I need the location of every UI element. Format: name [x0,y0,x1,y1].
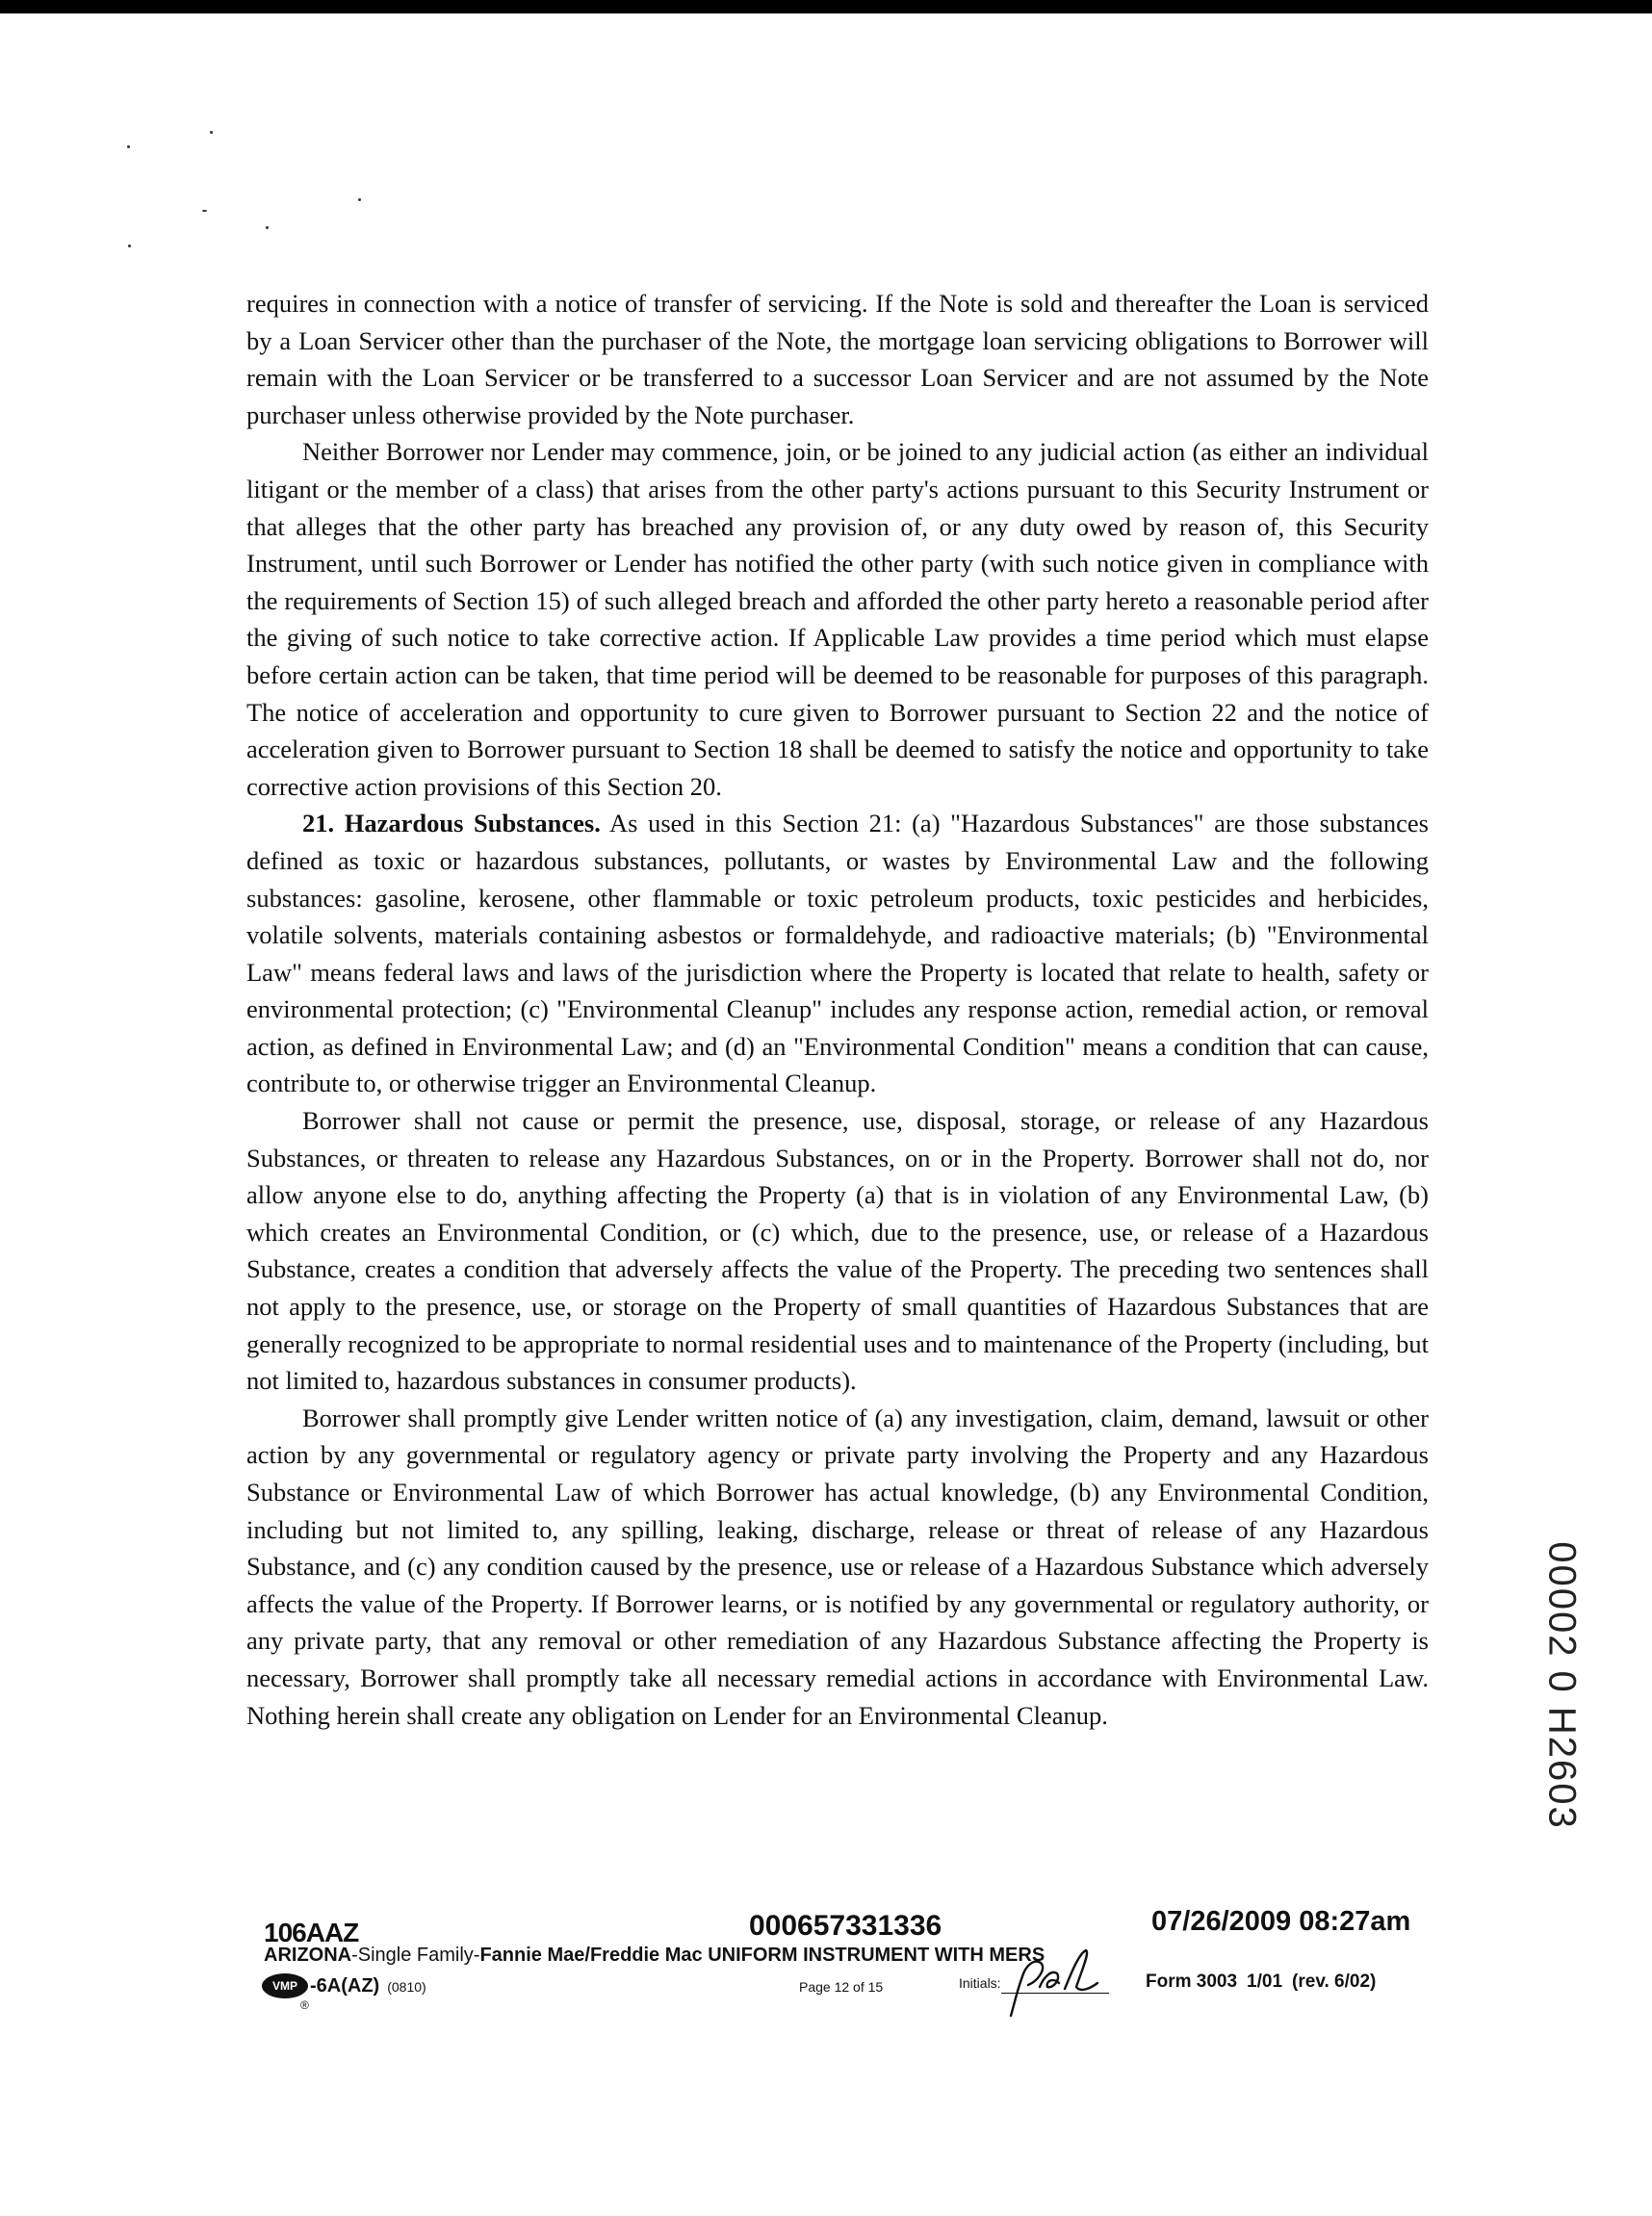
scan-speck [358,198,361,201]
scan-speck [202,210,207,212]
side-document-stamp [1523,1541,1600,1830]
document-body [246,285,1429,1734]
form-number [1146,1971,1376,1993]
form-family-type: -Single Family- [351,1945,480,1966]
form-description [264,1945,1045,1967]
scan-top-border [0,0,1652,13]
document-code: 106AAZ [264,1918,359,1947]
section-21-text: As used in this Section 21: (a) "Hazardous Substances" are those substances defined as toxic or hazardous substances, pollutants, or wastes by Environmental Law and the following substances: gasoline, kerosene, other flammable or toxic petroleum products, toxic pesticides and herbicides, volatile solvents, materials containing asbestos or formaldehyde, and radioactive materials; (b) "Environmental Law" means federal laws and laws of the jurisdiction where the Property is located that relate to health, safety or environmental protection; (c) "Environmental Cleanup" includes any response action, remedial action, or removal action, as defined in Environmental Law; and (d) an "Environmental Condition" means a condition that can cause, contribute to, or otherwise trigger an Environmental Cleanup. [246,809,1429,1098]
form-date: 1/01 [1247,1971,1283,1992]
form-state: ARIZONA [264,1945,352,1966]
paragraph-loan-servicer: requires in connection with a notice of transfer of servicing. If the Note is sold and thereafter the Loan is serviced by a Loan Servicer other than the purchaser of the Note, the mortgage loan servicing obligations to Borrower will remain with the Loan Servicer or be transferred to a successor Loan Servicer and are not assumed by the Note purchaser unless otherwise provided by the Note purchaser. [246,289,1429,429]
vmp-logo: VMP [262,1973,308,1998]
loan-number: 000657331336 [749,1910,942,1942]
initials-label: Initials: [959,1975,1001,1991]
scan-speck [266,226,269,229]
form-code-number: -6A(AZ) [310,1975,380,1997]
scan-speck [210,131,213,134]
form-revision: (rev. 6/02) [1292,1971,1377,1992]
paragraph-hazardous-definitions [246,805,1429,1102]
section-21-heading: 21. Hazardous Substances. [302,809,601,838]
form-code-revision: (0810) [387,1979,426,1995]
scan-speck [128,245,131,247]
print-datetime: 07/26/2009 08:27am [1151,1906,1411,1937]
form-footer [262,1902,1465,2037]
paragraph-judicial-action: Neither Borrower nor Lender may commence, join, or be joined to any judicial action (as either an individual litigant or the member of a class) that arises from the other party's actions pursuant to this Security Instrument or that alleges that the other party has breached any provision of, or any duty owed by reason of, this Security Instrument, until such Borrower or Lender has notified the other party (with such notice given in compliance with the requirements of Section 15) of such alleged breach and afforded the other party hereto a reasonable period after the giving of such notice to take corrective action. If Applicable Law provides a time period which must elapse before certain action can be taken, that time period will be deemed to be reasonable for purposes of this paragraph. The notice of acceleration and opportunity to cure given to Borrower pursuant to Section 22 and the notice of acceleration given to Borrower pursuant to Section 18 shall be deemed to satisfy the notice and opportunity to take corrective action provisions of this Section 20. [246,437,1429,801]
registered-mark: ® [300,1998,309,2012]
paragraph-hazardous-notice: Borrower shall promptly give Lender written notice of (a) any investigation, claim, demand, lawsuit or other action by any governmental or regulatory agency or private party involving the Property and any Hazardous Substance or Environmental Law of which Borrower has actual knowledge, (b) any Environmental Condition, including but not limited to, any spilling, leaking, discharge, release or threat of release of any Hazardous Substance, and (c) any condition caused by the presence, use or release of a Hazardous Substance which adversely affects the value of the Property. If Borrower learns, or is notified by any governmental or regulatory authority, or any private party, that any removal or other remediation of any Hazardous Substance affecting the Property is necessary, Borrower shall promptly take all necessary remedial actions in accordance with Environmental Law. Nothing herein shall create any obligation on Lender for an Environmental Cleanup. [246,1403,1429,1730]
form-code [310,1975,426,1997]
side-stamp-text: 00002 0 H2603 [1540,1541,1584,1830]
paragraph-hazardous-restrictions: Borrower shall not cause or permit the presence, use, disposal, storage, or release of any Hazardous Substances, or threaten to release any Hazardous Substances, on or in the Property. Borrower shall not do, nor allow anyone else to do, anything affecting the Property (a) that is in violation of any Environmental Law, (b) which creates an Environmental Condition, or (c) which, due to the presence, use, or release of a Hazardous Substance, creates a condition that adversely affects the value of the Property. The preceding two sentences shall not apply to the presence, use, or storage on the Property of small quantities of Hazardous Substances that are generally recognized to be appropriate to normal residential uses and to maintenance of the Property (including, but not limited to, hazardous substances in consumer products). [246,1106,1429,1396]
scan-speck [127,145,130,148]
initials-signature [997,1943,1113,2020]
form-number-label: Form 3003 [1146,1971,1238,1992]
form-agency: Fannie Mae/Freddie Mac UNIFORM INSTRUMENT WITH MERS [479,1945,1045,1966]
page-number: Page 12 of 15 [799,1979,884,1995]
